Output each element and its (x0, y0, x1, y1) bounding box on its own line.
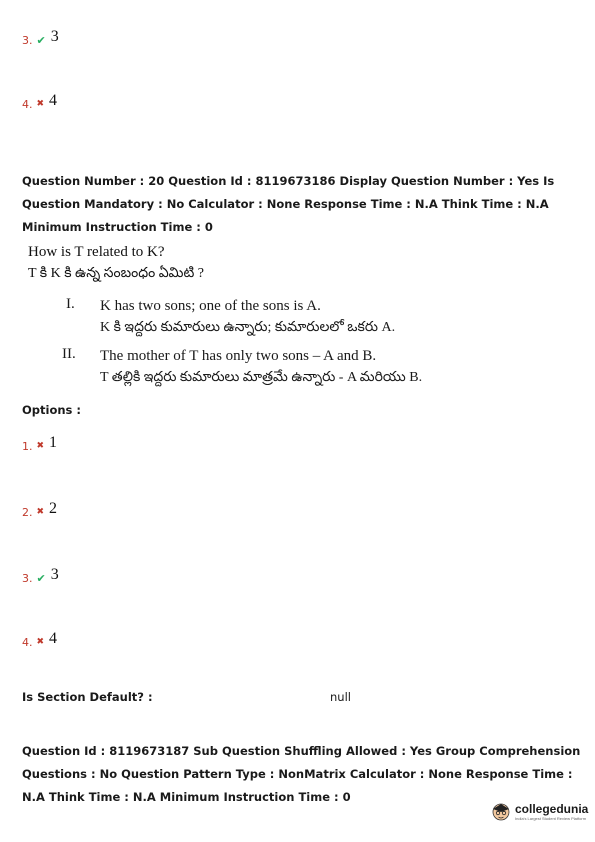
option-value: 4 (49, 92, 58, 109)
option-number: 3. (22, 572, 33, 585)
question-text-en: How is T related to K? (28, 244, 165, 260)
statement-1 (100, 296, 395, 338)
question-meta: Question Number : 20 Question Id : 8119673186 Display Question Number : Yes Is Question Mandatory : No Calculator : None Response Time : N.A Think Time : N.A Minimum Instruction Time : 0 (22, 174, 555, 234)
statement-number: II. (62, 346, 76, 362)
collegedunia-logo (490, 800, 588, 822)
option-number: 2. (22, 506, 33, 519)
section-default-value: null (330, 690, 351, 704)
options-label: Options : (22, 403, 81, 417)
option-number: 4. (22, 98, 33, 111)
option-value: 1 (49, 434, 58, 451)
statement-text-te: K కి ఇద్దరు కుమారులు ఉన్నారు; కుమారులలో ఒకరు A. (100, 320, 396, 335)
statement-text-en: The mother of T has only two sons – A and B. (100, 348, 377, 364)
option-row (22, 630, 57, 649)
statement-text-en: K has two sons; one of the sons is A. (100, 298, 321, 314)
option-number: 4. (22, 636, 33, 649)
check-icon: ✔ (36, 34, 46, 47)
question-text-te: T కి K కి ఉన్న సంబంధం ఏమిటి ? (28, 266, 204, 281)
next-question-meta: Question Id : 8119673187 Sub Question Shuffling Allowed : Yes Group Comprehension Questions : No Question Pattern Type : NonMatrix Calculator : None Response Time : N.A Think Time : N.A Minimum Instruction Time : 0 (22, 744, 581, 804)
option-row (22, 500, 57, 519)
logo-tagline: India's Largest Student Review Platform (515, 815, 587, 821)
option-value: 3 (50, 566, 59, 583)
option-value: 3 (50, 28, 59, 45)
section-default-label: Is Section Default? : (22, 690, 153, 704)
statement-number: I. (66, 296, 75, 312)
option-row (22, 28, 59, 47)
cross-icon: ✖ (36, 507, 45, 517)
student-face-icon (490, 800, 512, 822)
statement-2 (100, 346, 422, 388)
option-row (22, 92, 57, 111)
option-value: 2 (49, 500, 58, 517)
logo-name: collegedunia (515, 801, 589, 816)
option-row (22, 434, 57, 453)
cross-icon: ✖ (36, 637, 45, 647)
option-number: 1. (22, 440, 33, 453)
option-row (22, 566, 59, 585)
cross-icon: ✖ (36, 99, 45, 109)
check-icon: ✔ (36, 572, 46, 585)
cross-icon: ✖ (36, 441, 45, 451)
option-value: 4 (49, 630, 58, 647)
statement-text-te: T తల్లికి ఇద్దరు కుమారులు మాత్రమే ఉన్నారు - A మరియు B. (100, 370, 423, 385)
option-number: 3. (22, 34, 33, 47)
